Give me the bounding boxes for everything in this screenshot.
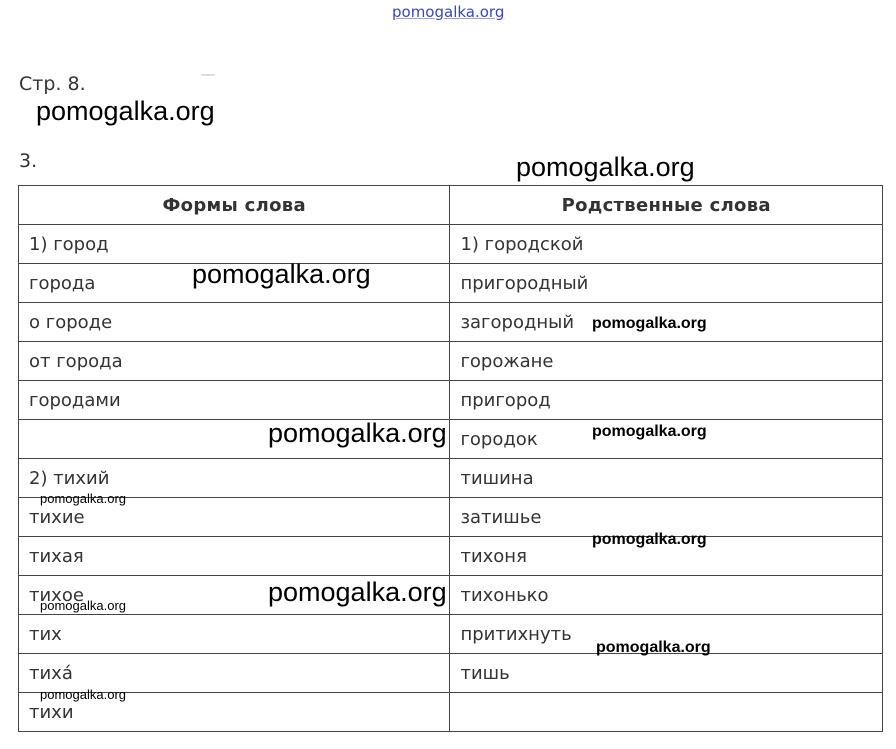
word-forms-table (18, 185, 883, 732)
table-row (19, 303, 883, 342)
column-header-related-words: Родственные слова (450, 186, 883, 225)
watermark: pomogalka.org (192, 259, 371, 289)
related-word-cell: загородный (450, 303, 883, 342)
word-form-cell: тихое (19, 576, 450, 615)
related-word-cell: притихнуть (450, 615, 883, 654)
related-word-cell: городок (450, 420, 883, 459)
watermark: pomogalka.org (268, 418, 447, 448)
related-word-cell: горожане (450, 342, 883, 381)
table-row (19, 576, 883, 615)
related-word-cell: тихонько (450, 576, 883, 615)
word-form-cell: тих (19, 615, 450, 654)
related-word-cell: 1) городской (450, 225, 883, 264)
decorative-dash (201, 74, 215, 76)
table-row (19, 537, 883, 576)
related-word-cell: пригород (450, 381, 883, 420)
word-form-cell: городами (19, 381, 450, 420)
word-form-cell: от города (19, 342, 450, 381)
watermark: pomogalka.org (40, 687, 126, 702)
word-form-cell: тихи (19, 693, 450, 732)
watermark: pomogalka.org (268, 577, 447, 607)
watermark: pomogalka.org (592, 531, 707, 548)
watermark: pomogalka.org (592, 315, 707, 332)
table-row (19, 654, 883, 693)
table-row (19, 498, 883, 537)
watermark: pomogalka.org (516, 152, 695, 182)
related-word-cell: затишье (450, 498, 883, 537)
watermark: pomogalka.org (596, 639, 711, 656)
watermark: pomogalka.org (40, 491, 126, 506)
word-form-cell: 2) тихий (19, 459, 450, 498)
related-word-cell: тишина (450, 459, 883, 498)
table-row (19, 615, 883, 654)
table-row (19, 342, 883, 381)
watermark: pomogalka.org (40, 598, 126, 613)
word-form-cell: города (19, 264, 450, 303)
task-number: 3. (19, 150, 38, 172)
table-row (19, 459, 883, 498)
word-form-cell: 1) город (19, 225, 450, 264)
related-word-cell (450, 693, 883, 732)
word-form-cell: тиха́ (19, 654, 450, 693)
word-form-cell: тихая (19, 537, 450, 576)
watermark: pomogalka.org (592, 423, 707, 440)
word-form-cell: о городе (19, 303, 450, 342)
page-reference: Стр. 8. (19, 73, 86, 95)
related-word-cell: тишь (450, 654, 883, 693)
word-form-cell: тихие (19, 498, 450, 537)
table-row (19, 693, 883, 732)
top-watermark-link[interactable]: pomogalka.org (392, 3, 505, 21)
table-row (19, 225, 883, 264)
column-header-word-forms: Формы слова (19, 186, 450, 225)
table-row (19, 381, 883, 420)
watermark: pomogalka.org (36, 96, 215, 126)
table-row (19, 264, 883, 303)
related-word-cell: тихоня (450, 537, 883, 576)
word-form-cell (19, 420, 450, 459)
table-header-row (19, 186, 883, 225)
table-row (19, 420, 883, 459)
related-word-cell: пригородный (450, 264, 883, 303)
